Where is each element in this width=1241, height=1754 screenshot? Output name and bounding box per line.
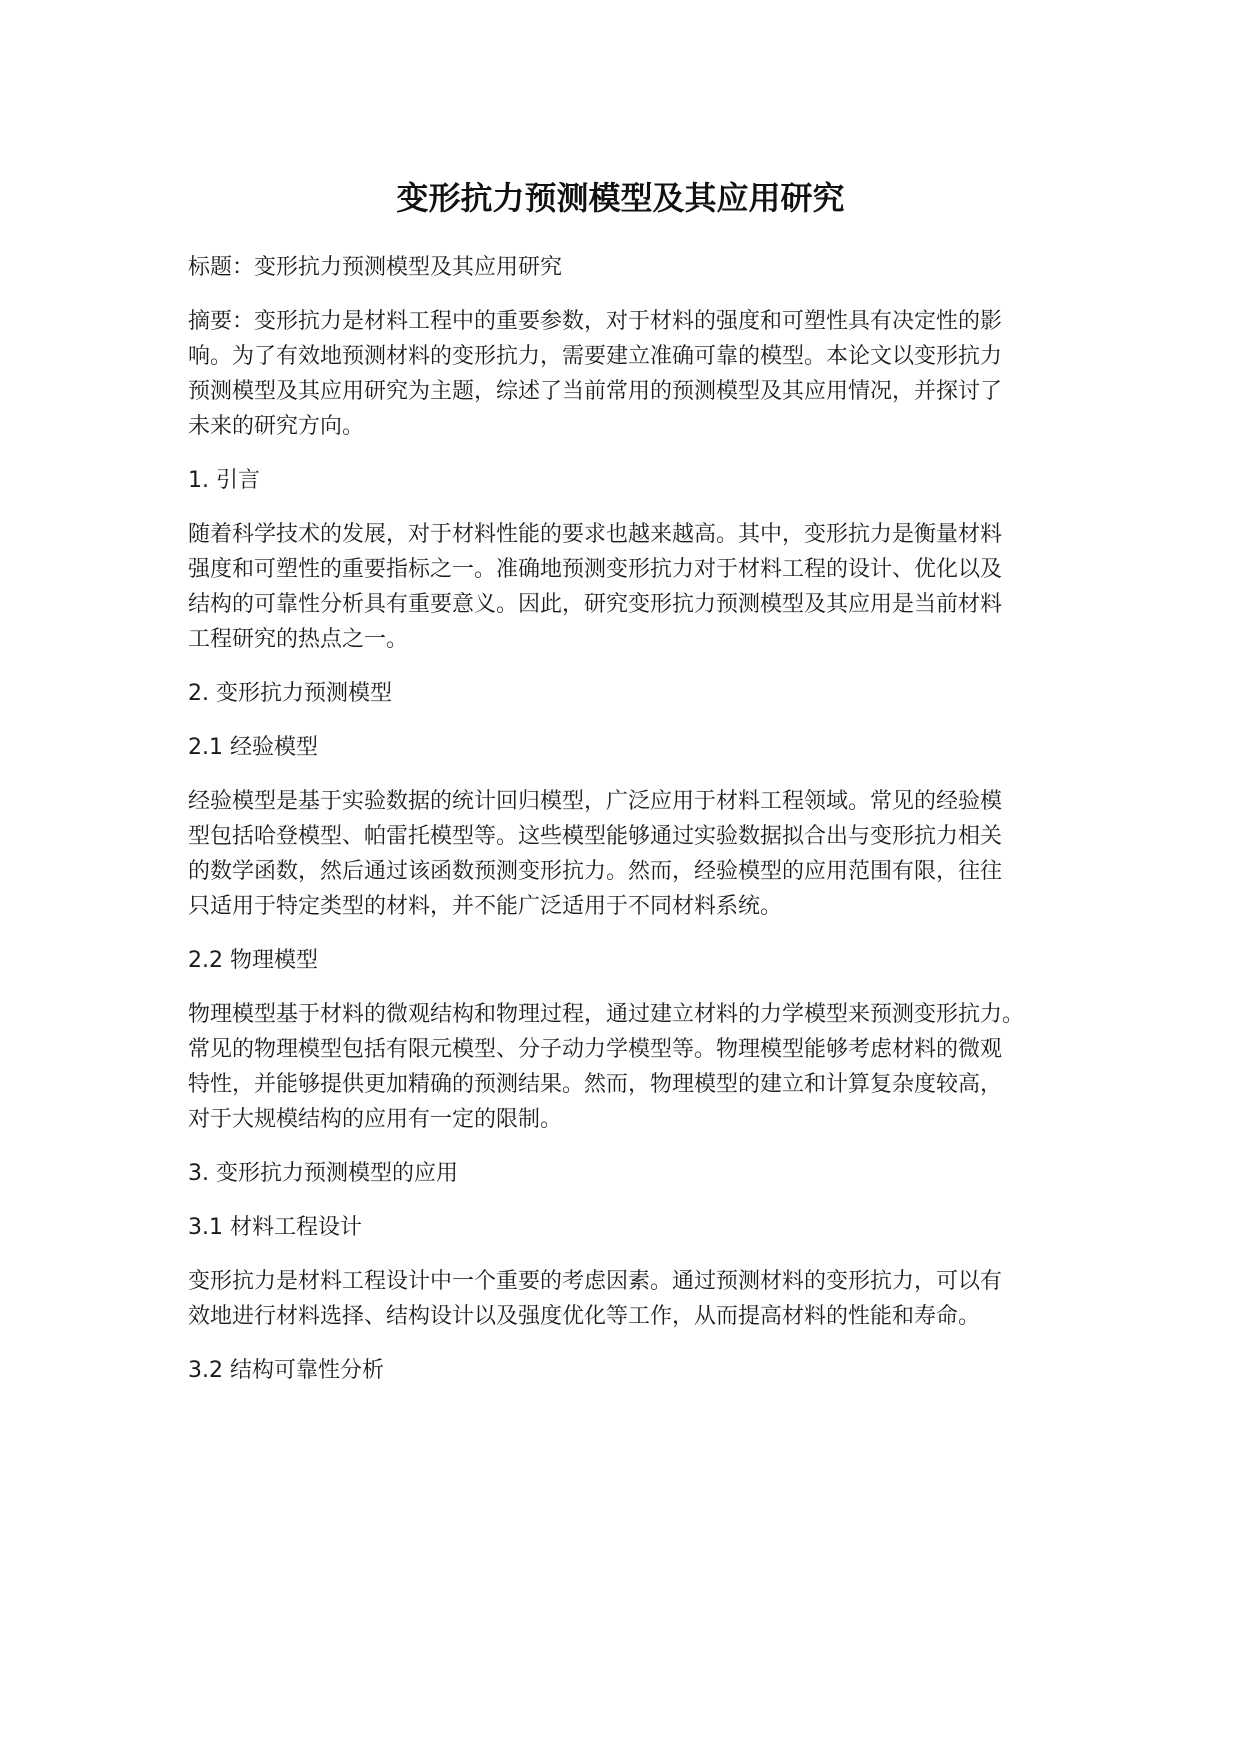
abstract-line: 响。为了有效地预测材料的变形抗力，需要建立准确可靠的模型。本论文以变形抗力 bbox=[188, 344, 1003, 369]
paragraph-line: 型包括哈登模型、帕雷托模型等。这些模型能够通过实验数据拟合出与变形抗力相关 bbox=[188, 824, 1003, 849]
paragraph-line: 结构的可靠性分析具有重要意义。因此，研究变形抗力预测模型及其应用是当前材料 bbox=[188, 592, 1003, 617]
paragraph-line: 随着科学技术的发展，对于材料性能的要求也越来越高。其中，变形抗力是衡量材料 bbox=[188, 522, 1003, 547]
paragraph-line: 对于大规模结构的应用有一定的限制。 bbox=[188, 1107, 563, 1132]
paragraph-line: 特性，并能够提供更加精确的预测结果。然而，物理模型的建立和计算复杂度较高， bbox=[188, 1072, 1003, 1097]
abstract-line: 预测模型及其应用研究为主题，综述了当前常用的预测模型及其应用情况，并探讨了 bbox=[188, 379, 1003, 404]
paragraph-line: 只适用于特定类型的材料，并不能广泛适用于不同材料系统。 bbox=[188, 894, 783, 919]
paragraph-line: 工程研究的热点之一。 bbox=[188, 627, 409, 652]
paragraph-line: 物理模型基于材料的微观结构和物理过程，通过建立材料的力学模型来预测变形抗力。 bbox=[188, 1002, 1025, 1027]
subsection-heading: 2.1 经验模型 bbox=[188, 735, 318, 760]
paragraph-line: 经验模型是基于实验数据的统计回归模型，广泛应用于材料工程领域。常见的经验模 bbox=[188, 789, 1003, 814]
abstract-line: 未来的研究方向。 bbox=[188, 414, 365, 439]
paragraph-line: 的数学函数，然后通过该函数预测变形抗力。然而，经验模型的应用范围有限，往往 bbox=[188, 859, 1003, 884]
title-line: 标题：变形抗力预测模型及其应用研究 bbox=[188, 255, 563, 280]
paragraph-line: 效地进行材料选择、结构设计以及强度优化等工作，从而提高材料的性能和寿命。 bbox=[188, 1304, 981, 1329]
paragraph-line: 强度和可塑性的重要指标之一。准确地预测变形抗力对于材料工程的设计、优化以及 bbox=[188, 557, 1003, 582]
section-heading: 1. 引言 bbox=[188, 468, 260, 493]
subsection-heading: 2.2 物理模型 bbox=[188, 948, 318, 973]
paragraph-line: 变形抗力是材料工程设计中一个重要的考虑因素。通过预测材料的变形抗力，可以有 bbox=[188, 1269, 1003, 1294]
subsection-heading: 3.2 结构可靠性分析 bbox=[188, 1358, 384, 1383]
document-title: 变形抗力预测模型及其应用研究 bbox=[396, 179, 845, 217]
section-heading: 3. 变形抗力预测模型的应用 bbox=[188, 1161, 458, 1186]
abstract-line: 摘要：变形抗力是材料工程中的重要参数，对于材料的强度和可塑性具有决定性的影 bbox=[188, 309, 1003, 334]
subsection-heading: 3.1 材料工程设计 bbox=[188, 1215, 362, 1240]
paragraph-line: 常见的物理模型包括有限元模型、分子动力学模型等。物理模型能够考虑材料的微观 bbox=[188, 1037, 1003, 1062]
section-heading: 2. 变形抗力预测模型 bbox=[188, 681, 392, 706]
